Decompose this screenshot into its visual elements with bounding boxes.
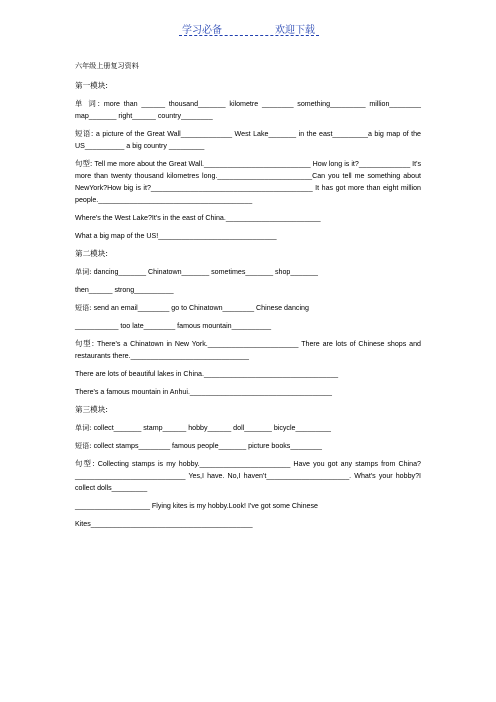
module-heading: 第一模块: (75, 81, 108, 90)
item-text: send an email________ go to Chinatown________ Chinese dancing (93, 304, 309, 312)
item-text: There are lots of beautiful lakes in China.__________________________________ (75, 370, 339, 378)
item-label: 短语: (75, 441, 92, 450)
item-label: 短语: (75, 303, 92, 312)
item-text: dancing_______ Chinatown_______ sometimes_______ shop_______ (93, 268, 318, 276)
page-header (179, 21, 319, 36)
sentence-paragraph (75, 158, 421, 206)
phrase-line (75, 440, 421, 452)
item-text: more than ______ thousand_______ kilometre ________ something_________ million________ map_______ right______ country________ (75, 100, 421, 120)
item-text: ___________ too late________ famous mountain__________ (75, 322, 272, 330)
item-label: 短语: (75, 129, 94, 138)
module-heading: 第二模块: (75, 249, 108, 258)
item-text: There's a famous mountain in Anhui.____________________________________ (75, 388, 332, 396)
vocab-line (75, 284, 421, 296)
item-text: collect stamps________ famous people_______ picture books________ (93, 442, 322, 450)
sentence-line (75, 212, 421, 224)
item-label: 句型: (75, 339, 95, 348)
item-text: Collecting stamps is my hobby._______________________ Have you got any stamps from China?____________________________ Yes,I have. No,I haven't_____________________. What's your hobby?I collect dolls_________ (75, 460, 421, 492)
document-title: 六年级上册复习资料 (75, 61, 139, 70)
item-text: Where's the West Lake?It's in the east of China.________________________ (75, 214, 321, 222)
vocab-paragraph (75, 98, 421, 122)
vocab-line (75, 266, 421, 278)
item-text: Tell me more about the Great Wall.___________________________ How long is it?_____________ It's more than twenty thousand kilometres long.________________________Can you tell me something about NewYork?How big is it?_________________________________________ It has got more than eight million people._______________________________________ (75, 160, 421, 204)
item-text: What a big map of the US!______________________________ (75, 232, 277, 240)
sentence-line (75, 500, 421, 512)
header-right-text: 欢迎下载 (275, 25, 315, 36)
sentence-line (75, 368, 421, 380)
item-label: 单词: (75, 267, 92, 276)
vocab-line (75, 422, 421, 434)
item-text: ___________________ Flying kites is my hobby.Look! I've got some Chinese (75, 502, 318, 510)
item-text: collect_______ stamp______ hobby______ doll_______ bicycle_________ (93, 424, 332, 432)
phrase-line (75, 320, 421, 332)
item-label: 句型: (75, 459, 95, 468)
sentence-line (75, 518, 421, 530)
sentence-line (75, 386, 421, 398)
sentence-line (75, 230, 421, 242)
item-label: 单词: (75, 423, 92, 432)
item-text: Kites_________________________________________ (75, 520, 253, 528)
item-text: There's a Chinatown in New York._______________________ There are lots of Chinese shops and restaurants there.______________________________ (75, 340, 421, 360)
header-left-text: 学习必备 (182, 25, 222, 36)
sentence-paragraph (75, 338, 421, 362)
item-label: 句型: (75, 159, 93, 168)
phrase-line (75, 302, 421, 314)
module-heading: 第三模块: (75, 405, 108, 414)
phrase-paragraph (75, 128, 421, 152)
item-text: then______ strong__________ (75, 286, 174, 294)
sentence-paragraph (75, 458, 421, 494)
item-label: 单 词: (75, 99, 101, 108)
item-text: a picture of the Great Wall_____________ West Lake_______ in the east_________a big map of the US__________ a big country _________ (75, 130, 421, 150)
document-body (75, 60, 421, 536)
